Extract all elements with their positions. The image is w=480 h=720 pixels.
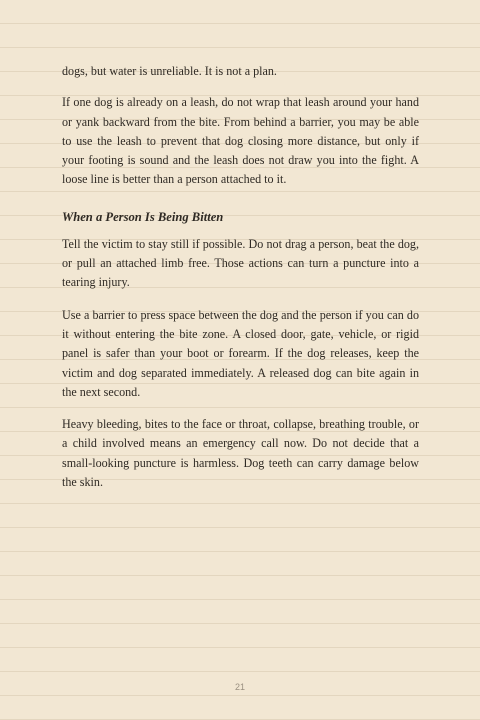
page-number: 21 — [234, 682, 245, 692]
page-body — [62, 62, 419, 505]
paragraph: Heavy bleeding, bites to the face or throat, collapse, breathing trouble, or a child involved means an emergency call now. Do not decide that a small-looking puncture is harmless. Dog teeth can carry damage below the skin. — [62, 417, 419, 490]
paragraph: Use a barrier to press space between the dog and the person if you can do it without entering the bite zone. A closed door, gate, vehicle, or rigid panel is safer than your boot or forearm. If the dog releases, keep the victim and dog separated immediately. A released dog can bite again in the next second. — [62, 307, 419, 399]
paragraph: dogs, but water is unreliable. It is not a plan. — [62, 64, 277, 78]
section-heading: When a Person Is Being Bitten — [62, 209, 224, 224]
paragraph: If one dog is already on a leash, do not wrap that leash around your hand or yank backward from the bite. From behind a barrier, you may be able to use the leash to prevent that dog closing more distance, but only if your footing is sound and the leash does not draw you into the fight. A loose line is better than a person attached to it. — [62, 95, 419, 187]
paragraph: Tell the victim to stay still if possible. Do not drag a person, beat the dog, or pull an attached limb free. Those actions can turn a puncture into a tearing injury. — [62, 236, 419, 290]
